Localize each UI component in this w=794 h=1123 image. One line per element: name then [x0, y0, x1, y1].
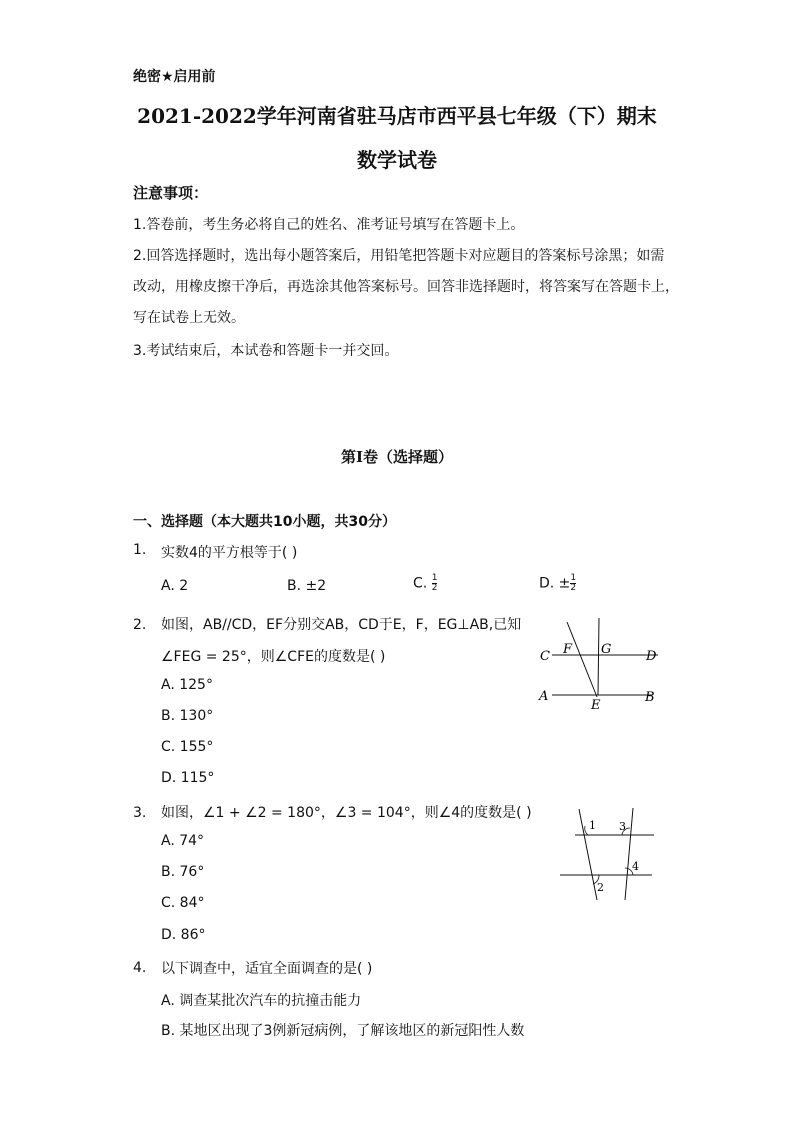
- fraction-numerator: 1: [431, 573, 438, 583]
- q1-option-d: [539, 574, 576, 593]
- exam-title-line1: 2021-2022学年河南省驻马店市西平县七年级（下）期末: [137, 104, 657, 128]
- q1-option-b: B. ±2: [287, 578, 327, 594]
- label-a: A: [539, 689, 549, 704]
- q2-option-b: B. 130°: [161, 708, 214, 724]
- notice-item-2-line3: 写在试卷上无效。: [133, 310, 245, 326]
- q3-figure: [555, 804, 665, 904]
- q3-number: 3.: [133, 805, 147, 821]
- angle-2-label: 2: [597, 881, 604, 894]
- q2-option-d: D. 115°: [161, 770, 215, 786]
- q2-number: 2.: [133, 617, 147, 633]
- q3-option-b: B. 76°: [161, 864, 205, 880]
- notice-heading: 注意事项：: [133, 184, 209, 202]
- part-title: 第I卷（选择题）: [340, 448, 454, 466]
- angle-1-label: 1: [589, 819, 596, 832]
- q1-option-a: A. 2: [161, 578, 189, 594]
- label-b: B: [645, 690, 655, 705]
- fraction-denominator: 2: [431, 583, 438, 593]
- q2-option-c: C. 155°: [161, 739, 214, 755]
- q1-option-d-fraction: [570, 574, 576, 593]
- secret-label: 绝密★启用前: [133, 69, 216, 85]
- q4-option-b: B. 某地区出现了3例新冠病例，了解该地区的新冠阳性人数: [161, 1023, 525, 1039]
- right-transversal: [625, 808, 633, 900]
- angle-1-arc: [585, 826, 588, 835]
- q1-option-c-fraction: [432, 574, 438, 593]
- notice-item-2-line1: 2.回答选择题时，选出每小题答案后，用铅笔把答题卡对应题目的答案标号涂黑；如需: [133, 248, 665, 264]
- q4-number: 4.: [133, 960, 147, 976]
- q1-number: 1.: [133, 542, 147, 558]
- label-d: D: [646, 649, 657, 664]
- q1-option-d-label: D. ±: [539, 575, 571, 592]
- fraction-denominator: 2: [570, 583, 577, 593]
- q1-text: 实数4的平方根等于( ): [161, 545, 298, 561]
- label-c: C: [540, 649, 550, 664]
- angle-4-label: 4: [632, 860, 639, 873]
- label-f: F: [563, 642, 573, 657]
- fraction-numerator: 1: [570, 573, 577, 583]
- angle-3-label: 3: [619, 820, 626, 833]
- notice-item-2-line2: 改动，用橡皮擦干净后，再选涂其他答案标号。回答非选择题时，将答案写在答题卡上，: [133, 279, 679, 295]
- q2-line1: 如图，AB//CD，EF分别交AB，CD于E，F，EG⊥AB,已知: [161, 617, 522, 633]
- q2-option-a: A. 125°: [161, 677, 213, 693]
- q3-option-a: A. 74°: [161, 833, 205, 849]
- label-g: G: [601, 642, 612, 657]
- q2-figure: [530, 612, 670, 712]
- exam-title-line2: 数学试卷: [357, 148, 437, 172]
- q3-text: 如图，∠1 + ∠2 = 180°，∠3 = 104°，则∠4的度数是( ): [161, 805, 532, 821]
- q1-option-c-label: C.: [413, 575, 428, 592]
- q2-line2: ∠FEG = 25°，则∠CFE的度数是( ): [161, 649, 386, 665]
- line-ef: [567, 622, 597, 697]
- section-title: 一、选择题（本大题共10小题，共30分）: [133, 514, 396, 530]
- notice-item-3: 3.考试结束后，本试卷和答题卡一并交回。: [133, 343, 399, 359]
- q1-option-c: [413, 574, 437, 593]
- q3-option-d: D. 86°: [161, 927, 206, 943]
- q4-text: 以下调查中，适宜全面调查的是( ): [161, 961, 373, 977]
- q4-option-a: A. 调查某批次汽车的抗撞击能力: [161, 993, 362, 1009]
- q3-option-c: C. 84°: [161, 895, 205, 911]
- notice-item-1: 1.答卷前，考生务必将自己的姓名、准考证号填写在答题卡上。: [133, 217, 525, 233]
- line-eg: [598, 618, 599, 695]
- label-e: E: [591, 698, 601, 712]
